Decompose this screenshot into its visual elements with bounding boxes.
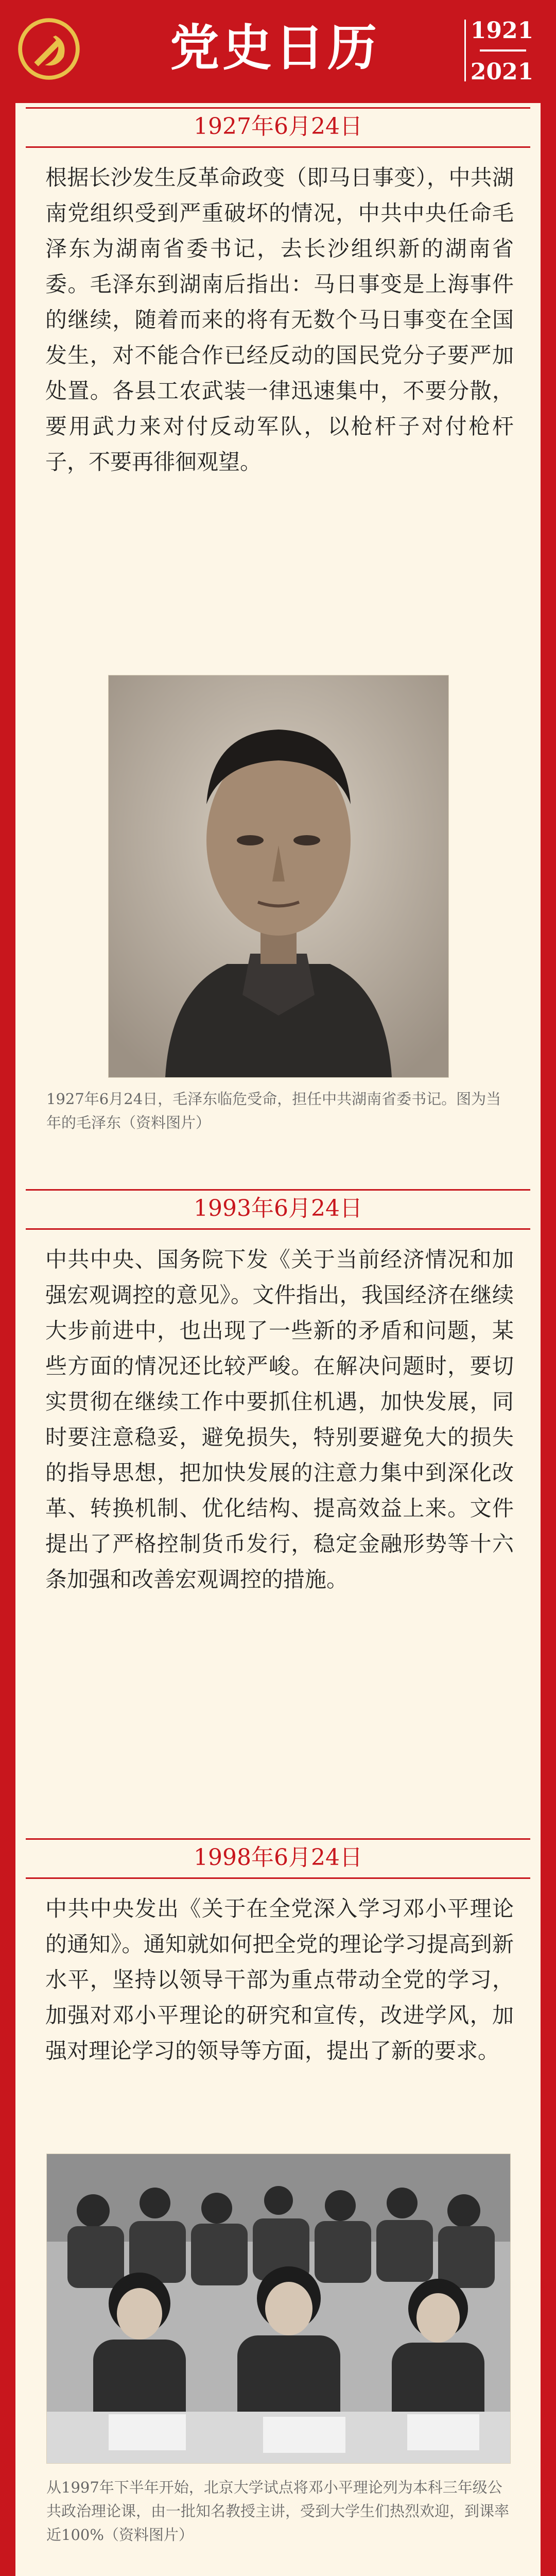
section-text: 根据长沙发生反革命政变（即马日事变），中共湖南党组织受到严重破坏的情况，中共中央任命毛泽东为湖南省委书记，去长沙组织新的湖南省委。毛泽东到湖南后指出：马日事变是上海事件的继续，随着而来的将有无数个马日事变在全国发生，对不能合作已经反动的国民党分子要严加处置。各县工农武装一律迅速集中，不要分散，要用武力来对付反动军队，以枪杆子对付枪杆子，不要再徘徊观望。 [45, 165, 514, 474]
portrait-image [109, 675, 448, 1077]
divider [26, 1189, 530, 1191]
year-end: 2021 [470, 59, 534, 85]
photo-caption: 从1997年下半年开始，北京大学试点将邓小平理论列为本科三年级公共政治理论课，由一批知名教授主讲，受到大学生们热烈欢迎，到课率近100%（资料图片） [46, 2479, 510, 2544]
divider [26, 1838, 530, 1840]
year-range [463, 15, 541, 88]
content-card [15, 103, 541, 2576]
divider [26, 1228, 530, 1230]
section-date: 1927年6月24日 [194, 113, 362, 140]
section-text: 中共中央发出《关于在全党深入学习邓小平理论的通知》。通知就如何把全党的理论学习提高到新水平，坚持以领导干部为重点带动全党的学习，加强对邓小平理论的研究和宣传，改进学风，加强对理论学习的领导等方面，提出了新的要求。 [45, 1896, 514, 2063]
date-row [15, 103, 541, 149]
year-start: 1921 [470, 18, 534, 44]
divider [480, 49, 526, 52]
date-row [15, 1185, 541, 1231]
photo-caption: 1927年6月24日，毛泽东临危受命，担任中共湖南省委书记。图为当年的毛泽东（资料图片） [46, 1090, 501, 1131]
portrait-photo [108, 675, 449, 1078]
divider [26, 107, 530, 109]
date-row [15, 1834, 541, 1880]
section-date: 1993年6月24日 [194, 1195, 362, 1222]
classroom-image [47, 2154, 510, 2463]
section-date: 1998年6月24日 [194, 1844, 362, 1871]
header-banner [0, 0, 556, 103]
page-title: 党史日历 [170, 19, 380, 77]
section-text: 中共中央、国务院下发《关于当前经济情况和加强宏观调控的意见》。文件指出，我国经济在继续大步前进中，也出现了一些新的矛盾和问题，某些方面的情况还比较严峻。在解决问题时，要切实贯彻在继续工作中要抓住机遇，加快发展，同时要注意稳妥，避免损失，特别要避免大的损失的指导思想，把加快发展的注意力集中到深化改革、转换机制、优化结构、提高效益上来。文件提出了严格控制货币发行，稳定金融形势等十六条加强和改善宏观调控的措施。 [45, 1247, 514, 1592]
party-emblem-icon [15, 15, 82, 82]
divider [26, 1877, 530, 1879]
divider [26, 146, 530, 148]
classroom-photo [46, 2154, 511, 2464]
